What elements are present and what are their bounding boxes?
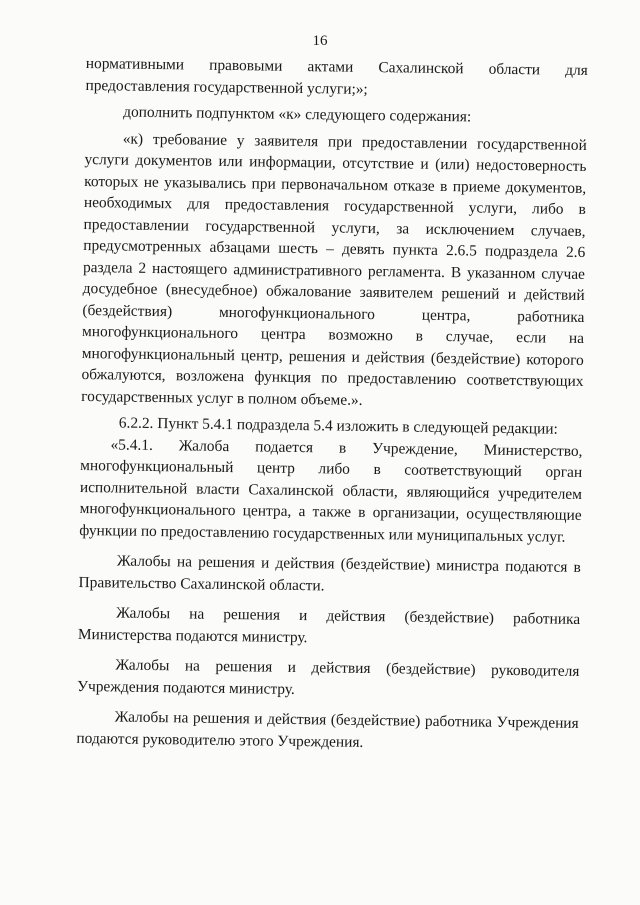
paragraph: Жалобы на решения и действия (бездействие) работника Учреждения подаются руководителю этого Учреждения. [76,708,579,751]
paragraph: дополнить подпунктом «к» следующего содержания: [123,103,472,126]
paragraph: «к) требование у заявителя при предоставлении государственной услуги документов или информации, отсутствие и (или) недостоверность которых не указывались при первоначальном отказе в приеме документов, необходимых для предоставления государственной услуги, либо в предоставлении государственной услуги, за исключением случаев, предусмотренных абзацами шесть – девять пункта 2.6.5 подраздела 2.6 раздела 2 настоящего административного регламента. В указанном случае досудебное (внесудебное) обжалование заявителем решений и действий (бездействия) многофункционального центра, работника многофункционального центра возможно в случае, если на многофункциональный центр, решения и действия (бездействие) которого обжалуются, возложена функция по предоставлению соответствующих государственных услуг в полном объеме.». [81,130,587,409]
page-number: 16 [312,33,328,49]
paragraph: Жалобы на решения и действия (бездействие) работника Министерства подаются министру. [77,604,581,646]
paragraph: Жалобы на решения и действия (бездействие) руководителя Учреждения подаются министру. [77,656,580,698]
document-body [76,53,588,756]
paragraph: нормативными правовыми актами Сахалинской области для предоставления государственной услуги;»; [85,54,588,98]
paragraph: 6.2.2. Пункт 5.4.1 подраздела 5.4 изложить в следующей редакции: [118,414,558,438]
paragraph: Жалобы на решения и действия (бездействие) министра подаются в Правительство Сахалинской области. [78,552,581,594]
paragraph: «5.4.1. Жалоба подается в Учреждение, Министерство, многофункциональный центр либо в соответствующий орган исполнительной власти Сахалинской области, являющийся учредителем многофункционального центра, а также в организации, осуществляющие функции по предоставлению государственных или муниципальных услуг. [79,435,583,546]
